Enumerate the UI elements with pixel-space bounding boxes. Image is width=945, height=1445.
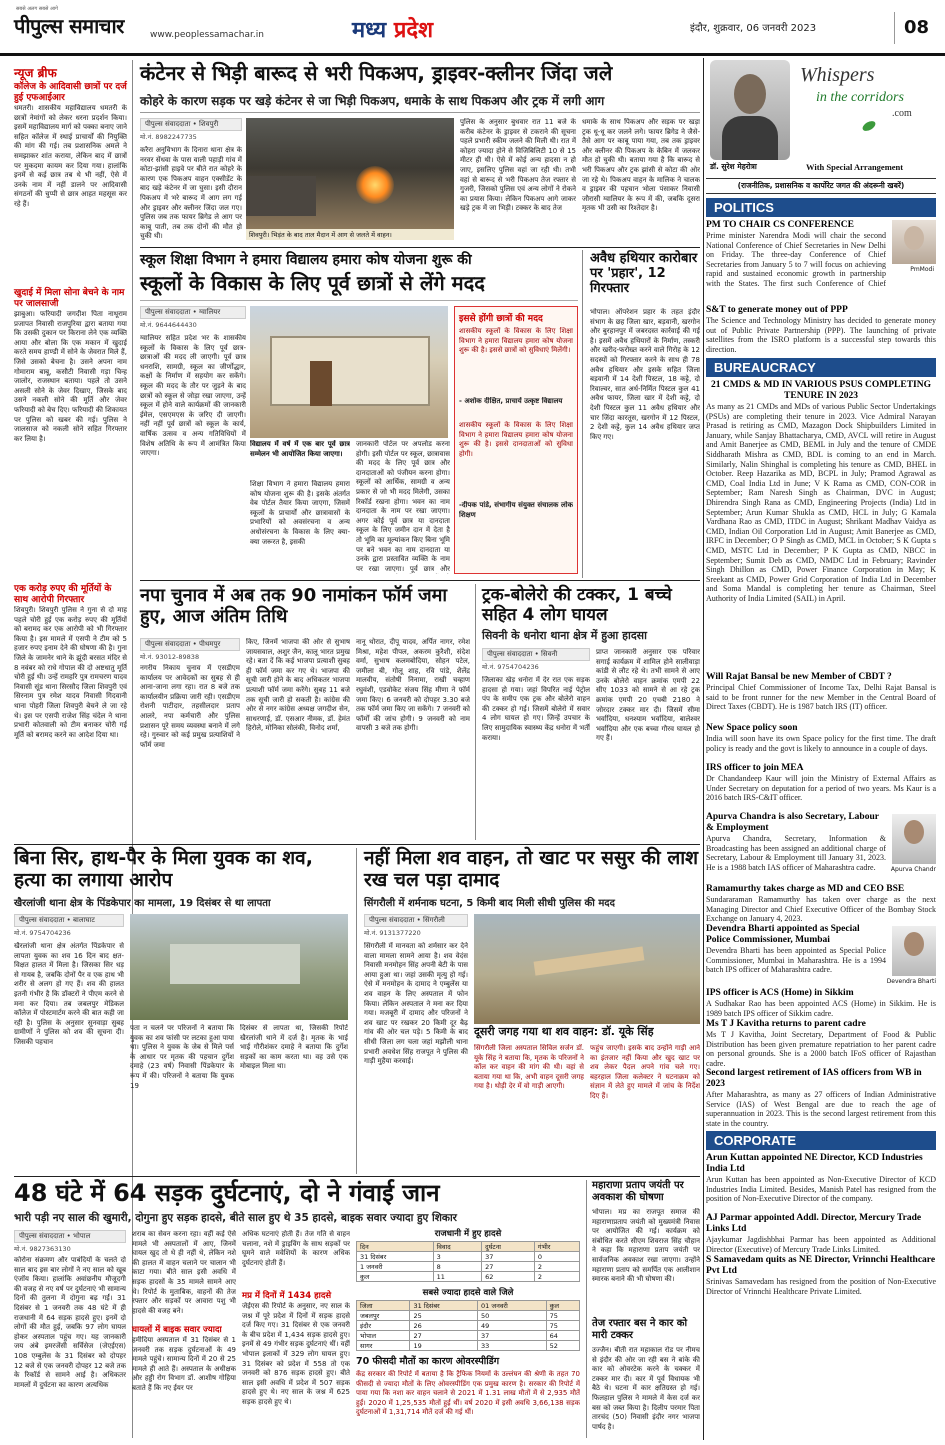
section-title-b: प्रदेश <box>393 18 434 43</box>
table-cell: 2 <box>534 1272 579 1282</box>
newspaper-logo: पीपुल्स समाचार <box>14 14 124 38</box>
story6-byline: पीपुल्स संवाददाता • बालाघाट <box>14 914 124 927</box>
story4-mobile: मो.नं. 93012-89838 <box>140 653 200 661</box>
section-band-bureaucracy: BUREAUCRACY <box>706 358 936 377</box>
bureaucracy-text-9: Ms T J Kavitha, Joint Secretary, Department of Food & Public Distribution has been given premature repatriation to her parent cadre on personal grounds. She is a 2000 batch IFoS officer of Rajasthan cadre. <box>706 1030 936 1068</box>
byline-place: पीथमपुर <box>199 640 221 648</box>
brief-text: झाबुआ। फरियादी जगदीश पिता नाथूराम प्रजापत निवासी राजपुरिया द्वारा बताया गया कि उसकी दुकान पर किराना लेने एक व्यक्ति आया और बोला कि एक मकान में खुदाई करते समय हाण्डी में सोने के जेवरात मिले हैं, जिसे उसको बेचना है। उसने अपना नाम गोमाराम बाबू, कसौटी निवासी गड़ा चिन्ह जालोर, राजस्थान बताया। पहले तो उसने असली सोने के जेवर दिखाए, जिसके बाद उसने नकली सोने की मूर्ति और जेवर फरियादी को बेच दिए। फरियादी की शिकायत पर पुलिस को खबर की गई। पुलिस ने जालसाज को नकली सोने सहित गिरफ्तार कर लिया है। <box>14 310 127 443</box>
story1-text-col3: धमाके के साथ पिकअप और सड़क पर खड़ा ट्रक धू-धू कर जलने लगे। फायर ब्रिगेड ने जैसे-तैसे आग पर काबू पाया गया, तब तक ड्राइवर और क्लीनर की पिकअप के केबिन में जलकर मौत हो चुकी थी। बताया गया है कि बारूद से भरी पिकअप और ट्रक झांसी से कोटा की ओर जा रहे थे। पिकअप वाहन के मालिक ने चालक व ड्राइवर की पहचान भोला पंसाकर निवासी जौरासी ग्वालियर के रूप में की, जबकि दूसरा मृतक भी उसी का रिश्तेदार है। <box>582 118 700 213</box>
special-arrangement: With Special Arrangement <box>806 162 904 172</box>
sidebox-heading: इससे होंगी छात्रों की मदद <box>459 314 543 324</box>
whispers-domain: .com <box>892 108 912 119</box>
byline-place: शिवपुरी <box>199 120 219 128</box>
story8-text-col3b: जेईएस की रिपोर्ट के अनुसार, नए साल के जश्न में पूरे प्रदेश में दिनों में सड़क हादसे दर्ज किए गए। 31 दिसंबर से एक जनवरी के बीच प्रदेश में 1,434 सड़क हादसे हुए। इनमें से 49 गंभीर सड़क दुर्घटनाएं थीं। वहीं भोपाल इलाकों में 329 लोग घायल हुए। 31 दिसंबर को प्रदेश में 558 तो एक जनवरी को 876 सड़क हादसे हुए। बीते साल इसी अवधि में प्रदेश में 507 सड़क हादसे हुए थे। नए साल के जश्न में 625 सड़क हादसे हुए थे। <box>242 1302 350 1406</box>
table-cell: 0 <box>534 1252 579 1262</box>
story7-text-col2: सिंगरौली जिला अस्पताल सिविल सर्जन डॉ. यूके सिंह ने बताया कि, मृतक के परिजनों ने कॉल कर वाहन की मांग की थी। वहां से बताया गया था कि, अभी वाहन दूसरी जगह गया है। थोड़ी देर में वो गाड़ी आएगी। <box>474 1044 584 1091</box>
story6-subheadline: खैरलांजी थाना क्षेत्र के पिंडकेपार का मामला, 19 दिसंबर से था लापता <box>14 898 271 909</box>
story8-text-col1: कोरोना संक्रमण और पाबंदियों के चलते दो साल बाद इस बार लोगों ने नए साल को खूब एंजॉय किया। हालांकि अवांछनीय मौजूदगी की वजह से नए वर्ष पर दुर्घटनाएं भी सामान्य दिनों की तुलना में दोगुना बढ़ गईं। 31 दिसंबर से 1 जनवरी तक 48 घंटे में ही राजधानी में 64 सड़क हादसे हुए। इनमें दो लोगों की मौत हुई, जबकि 97 लोग घायल होकर अस्पताल पहुंच गए। यह जानकारी जय अंबे इमरजेंसी सर्विसेज (जेएईएस) 108 एम्बुलेंस के 31 दिसंबर को दोपहर 12 बजे से एक जनवरी दोपहर 12 बजे तक के रिकॉर्ड से सामने आई है। अधिकतर मामलों में दुर्घटना का कारण अत्यधिक <box>14 1256 126 1389</box>
table-cell: इंदौर <box>357 1321 410 1331</box>
apurva-block <box>706 812 936 882</box>
table-cell: 8 <box>433 1262 482 1272</box>
apurva-caption: Apurva Chandr <box>890 866 936 873</box>
table-row <box>357 1331 580 1341</box>
story8-text-col2b: हमीदिया अस्पताल में 31 दिसंबर से 1 जनवरी तक सड़क दुर्घटनाओं के 49 मामले पहुंचे। सामान्य दिनों में 20 से 25 मामले ही आते हैं। अस्पताल के अधीक्षक और हड्डी रोग विभाग डॉ. आशीष गोहिया बताते हैं कि नए ईयर पर <box>132 1336 236 1392</box>
story3-headline: अवैध हथियार कारोबार पर 'प्रहार', 12 गिरफ्तार <box>590 251 698 296</box>
story4-headline: नपा चुनाव में अब तक 90 नामांकन फॉर्म जमा हुए, आज अंतिम तिथि <box>140 585 448 627</box>
divider <box>140 300 578 301</box>
table-cell: 49 <box>478 1321 547 1331</box>
table-cell: 37 <box>478 1331 547 1341</box>
politics-headline-1: PM TO CHAIR CS CONFERENCE <box>706 220 854 230</box>
column-divider <box>582 250 583 578</box>
pm-face <box>904 226 924 250</box>
sidebox-sign: - अशोक दीक्षित, प्राचार्य उत्कृष्ट विद्यालय <box>459 397 563 405</box>
story10-headline: तेज रफ्तार बस ने कार को मारी टक्कर <box>592 1318 688 1341</box>
byline-place: ग्वालियर <box>199 308 221 316</box>
story8-mobile: मो.नं. 9827363130 <box>14 1245 71 1253</box>
politics-section <box>706 220 936 354</box>
corporate-section <box>706 1153 936 1297</box>
table-header: 31 दिसंबर <box>410 1301 478 1311</box>
section-title-a: मध्य <box>352 18 387 43</box>
corporate-text-2: Ajaykumar Jagdishbhai Parmar has been appointed as Additional Director (Executive) of Mercury Trade Links Limited. <box>706 1235 936 1254</box>
pm-photo <box>892 220 936 264</box>
brief-headline: एक करोड़ रुपए की मूर्तियों के साथ आरोपी गिरफ्तार <box>14 584 112 605</box>
story10-text: उज्जैन। बीती रात महाकाल रोड पर नीमच से इंदौर की ओर जा रही बस ने बांके की कार को ओवरटेक करने के चक्कर में टक्कर मार दी। कार में पूर्व विधायक भी बैठे थे। घटना में कार क्षतिग्रस्त हो गई। फिलहाल पुलिस ने मामले में केस दर्ज कर बस को जब्त किया है। दिलीप परमार पिता तारचंद (50) निवासी इंदौर नगर भाजपा पार्षद है। <box>592 1346 700 1431</box>
table-header-row <box>357 1301 580 1311</box>
section-band-corporate: CORPORATE <box>706 1131 936 1150</box>
story6-text-col2: पता न चलने पर परिजनों ने बताया कि युवक का शव फांसी पर लटका हुआ पाया था। पुलिस ने युवक के जेब से मिले पर्स के आधार पर मृतक की पहचान दुर्गेश दमाहे (23 वर्ष) निवासी पिंडकेपार के रूप में की। परिजनों ने बताया कि युवक 19 <box>130 1024 234 1090</box>
sidebox-text: शासकीय स्कूलों के विकास के लिए शिक्षा विभाग ने हमारा विद्यालय हमारा कोष योजना शुरू की है। इससे दानदाताओं को सुविधा होगी। <box>459 421 573 458</box>
story7-mobile: मो.नं. 9131377220 <box>364 929 421 937</box>
story2-mobile: मो.नं. 9644644430 <box>140 321 197 329</box>
table-cell: 62 <box>482 1272 535 1282</box>
story5-mobile: मो.नं. 9754704236 <box>482 663 539 671</box>
leaf-icon <box>861 119 877 133</box>
bureaucracy-text-10: After Maharashtra, as many as 27 officers of Indian Administrative Service (IAS) of West Bengal are due to reach the age of superannuation in 2023. This is the second largest retirement from this state in the country. <box>706 1090 936 1128</box>
column-divider <box>586 1180 587 1438</box>
story5-subheadline: सिवनी के धनोरा थाना क्षेत्र में हुआ हादसा <box>482 629 647 642</box>
table-cell: 27 <box>410 1331 478 1341</box>
corporate-text-3: Srinivas Samavedam has resigned from the position of Non-Executive Director of Vrinnchi Healthcare Private Limited. <box>706 1277 936 1296</box>
table-cell: 27 <box>482 1262 535 1272</box>
bureaucracy-headline-5: Apurva Chandra is also Secretary, Labour & Employment <box>706 812 879 833</box>
bureaucracy-text-1: As many as 21 CMDs and MDs of various Public Sector Undertakings (PSUs) are completing their tenure in 2023. Vice Admiral Narayan Prasad is retiring as CMD, Mazagon Dock Shipbuilders Limited in January, while Sanjay Bhattacharya, CMD, AVCL will retire in August and Amit Banerjee as CMD, BEML in July and the tenure of CMDE Siddharath Mishra as CMD, BDL is coming to an end in March. Similarly, Nalin Shinghal is completing his tenure as CMD, BHEL in October. Reep Hazarika as MD, BCPL in July; Pramod Agrawal as CMD, Coal India Ltd in June; V K Rama as CMD, CON-COR in September; Ram Naresh Singh as Chairman, DVC in August; Dhirendra Singh Rana as CMD, Engineering Projects (India) Ltd in September; Arun Kumar Shukla as CMD, HCL in July; G Kamala Vardhana Rao as CMD, ITDC in August; Shrikant Madhav Vaidya as CMD, Indian Oil Corporation Ltd in August; Amit Banerjee as CMD, IRFC in December; O P Singh as CMD, MCL in October; S K Gupta s CMD, MSTC Ltd in December; P K Gupta as CMD, NBCC in September; Sumit Deb as CMD, NMDC Ltd in February; Ravinder Singh Dhillon as CMD, Power Finance Corporation in May; K Sreekant as CMD, Power Grid Corporation of India Ltd in December and Soma Mandal is completing her tenure as Chairman, Steel Authority of India Limited (SAIL) in April. <box>706 402 936 603</box>
story3-text: भोपाल। ऑपरेशन प्रहार के तहत इंदौर संभाग के छह जिला खार, बड़वानी, खरगोन और बुरहानपुर में जबरदस्त कार्रवाई की गई है। इसमें अवैध हथियारों के निर्माण, तस्करी और खरीद-फरोख्त करने वाले गिरोह के 12 सदस्यों को गिरफ्तार करने के साथ ही 78 अवैध हथियार और इसके सहित जिला बड़वानी में 14 देशी पिस्टल, 18 कट्टे, दो रिवाल्वर, सात अर्ध-निर्मित पिस्टल कुल 41 अवैध फायर, जिला खार में देशी कट्टे, दो देशी पिस्टल कुल 11 अवैध हथियार और चार जिंदा कारतूस, खरगोन में 12 पिस्टल, 2 देशी कट्टे, कुल 14 अवैध हथियार जप्त किए गए। <box>590 308 700 441</box>
corporate-headline-2: AJ Parmar appointed Addl. Director, Mercury Trade Links Ltd <box>706 1213 922 1234</box>
dateline: इंदौर, शुक्रवार, 06 जनवरी 2023 <box>690 23 817 34</box>
bureaucracy-text-4: Dr Chandandeep Kaur will join the Ministry of External Affairs as Under Secretary on deputation for a period of two years. Ms Kaur is a 2016 batch IRS-C&IT officer. <box>706 774 936 803</box>
story2-text-col3: जानकारी पोर्टल पर अपलोड करना होगी। इसी पोर्टल पर स्कूल, छात्रावास की मदद के लिए पूर्व छात्र और दानदाताओं को पंजीयन करना होगा। स्कूलों को आर्थिक, सामग्री व अन्य प्रकार से जो भी मदद मिलेगी, उसका रिकॉर्ड रखना होगा। भवन का नाम दानदाता के नाम पर रखा जाएगा। अगर कोई पूर्व छात्र या दानदाता स्कूल के लिए जमीन दान में देता है तो भूमि का मूल्यांकन किए बिना भूमि पर बने भवन का नाम दानदाता या उनके द्वारा प्रस्तावित व्यक्ति के नाम पर रखा जाएगा। पूर्व छात्र और <box>356 440 450 573</box>
story1-byline: पीपुल्स संवाददाता • शिवपुरी <box>140 118 242 131</box>
table-row <box>357 1272 580 1282</box>
table-cell: 25 <box>410 1311 478 1321</box>
story1-caption: शिवपुरी। भिड़ंत के बाद ताल मैदान में आग से जलते में वाहन। <box>246 229 454 240</box>
table-cell: कुल <box>357 1272 434 1282</box>
story7-subheadline: सिंगरौली में शर्मनाक घटना, 5 किमी बाद मिली सीधी पुलिस की मदद <box>364 898 615 909</box>
apurva-photo <box>892 814 936 864</box>
table-row <box>357 1252 580 1262</box>
table-cell: जबलपुर <box>357 1311 410 1321</box>
columnist-face <box>734 74 766 114</box>
story2-kicker: स्कूल शिक्षा विभाग ने हमारा विद्यालय हमारा कोष योजना शुरू की <box>140 252 472 268</box>
bureaucracy-headline-2: Will Rajat Bansal be new Member of CBDT ? <box>706 672 892 682</box>
story2-sidebox <box>454 306 578 574</box>
divider <box>140 580 700 581</box>
apurva-face <box>904 820 924 844</box>
table-cell: 1 जनवरी <box>357 1262 434 1272</box>
table-cell: 11 <box>433 1272 482 1282</box>
story5-text-col1: जिलाका खेड़ धनोरा में देर रात एक सड़क हादसा हो गया। जहां विपरित नाई पेट्रोल पंप के समीप एक ट्रक और बोलेरो वाहन की टक्कर हो गई। जिसमें बोलेरो में सवार 4 लोग घायल हो गए। जिन्हें उपचार के लिए सामुदायिक स्वास्थ्य केंद्र धनोरा में भर्ती कराया। <box>482 676 590 742</box>
school-door <box>310 361 332 406</box>
column-divider <box>475 584 476 840</box>
bureaucracy-headline-6: Ramamurthy takes charge as MD and CEO BSE <box>706 884 905 894</box>
story8-subheadline: भारी पड़ी नए साल की खुमारी, दोगुना हुए सड़क हादसे, बीते साल हुए थे 35 हादसे, बाइक सवार ज्यादा हुए शिकार <box>14 1212 457 1224</box>
byline-place: बालाघाट <box>73 916 95 924</box>
bureaucracy-headline-8: IPS officer is ACS (Home) in Sikkim <box>706 988 854 998</box>
sidebox-sign: -दीपक पांडे, संभागीय संयुक्त संचालक लोक शिक्षण <box>459 501 573 519</box>
byline-place: सिंगरौली <box>423 916 445 924</box>
byline-name: पीपुल्स संवाददाता <box>145 120 191 128</box>
brief-text: शिवपुरी। शिवपुरी पुलिस ने गुना से दो माह पहले चोरी हुई एक करोड़ रुपए की मूर्तियों को बरामद कर एक आरोपी को भी गिरफ्तार किया है। इस मामले में एसपी ने टीम को 5 हजार रुपए इनाम देने की घोषणा की है। गुना जिले के जामनेर थाने के झूंदी बरसत मंदिर से 8 नवंबर को राधे गोपाल की दो अष्टधातु मूर्ति चोरी हुई थी। उन्हें रामहरि पुत्र रामचरण यादव निवासी सूंड थाना सिरसौद जिला शिवपुरी एवं सिरनाम पुत्र रमेश यादव निवासी गिदवानी थाना पोहरी जिला शिवपुरी बेचने ले जा रहे थे। इस पर एसपी राजेश सिंह चंदेल ने थाना प्रभारी कोतवाली को टीम बनाकर चोरी गई मूर्ति को बरामद करने का आदेश दिया था। <box>14 606 127 739</box>
table-row <box>357 1321 580 1331</box>
table-header: कुल <box>546 1301 579 1311</box>
bureaucracy-headline-3: New Space policy soon <box>706 723 798 733</box>
table-cell: 26 <box>410 1321 478 1331</box>
bureaucracy-headline-10: Second largest retirement of IAS officers from WB in 2023 <box>706 1068 922 1089</box>
corporate-headline-3: S Samavedam quits as NE Director, Vrinnchi Healthcare Pvt Ltd <box>706 1255 936 1276</box>
table-header: गंभीर <box>534 1242 579 1252</box>
masthead <box>0 0 945 56</box>
byline-name: पीपुल्स संवाददाता <box>369 916 415 924</box>
table-row <box>357 1262 580 1272</box>
byline-place: भोपाल <box>73 1232 91 1240</box>
vehicle-wreck <box>246 176 316 216</box>
story6-text-col1: खैरलांजी थाना क्षेत्र अंतर्गत पिंडकेपार से लापता युवक का शव 16 दिन बाद क्षत-विक्षत हालत में मिला है। जिसका सिर धड़ से गायब है, जबकि दोनों पैर व एक हाथ भी शरीर से अलग हो गए हैं। शव की हालत इतनी गंभीर है कि डॉक्टरों ने पीएम करने से मना कर दिया। तब जबलपुर मेडिकल कॉलेज में पोस्टमार्टम करने की बात कही जा रही है। पुलिस के अनुसार सुनवाड़ा सुबह ग्रामीणों ने पुलिस को शव की सूचना दी। जिसकी पहचान <box>14 942 124 1046</box>
devendra-face <box>904 932 924 956</box>
byline-name: पीपुल्स संवाददाता <box>145 308 191 316</box>
divider <box>140 844 700 845</box>
story8-headline: 48 घंटे में 64 सड़क दुर्घटनाएं, दो ने गंवाई जान <box>14 1179 440 1207</box>
table-header-row <box>357 1242 580 1252</box>
table-header: दुर्घटना <box>482 1242 535 1252</box>
pm-caption: PmModi <box>910 266 934 273</box>
story8-text-col3: अधिक घटनाएं होती हैं। तेज गति से वाहन चलाना, नशे में ड्राइविंग के साथ सड़कों पर घूमने वाले मवेशियों के कारण अधिक दुर्घटनाएं होती हैं। <box>242 1230 350 1267</box>
bureaucracy-text-5: Apurva Chandra, Secretary, Information & Broadcasting has been assigned an additional charge of Secretary, Labour & Employment till January 31, 2023. He is a 1988 batch IAS officer of Maharashtra cadre. <box>706 834 886 872</box>
story6-headline: बिना सिर, हाथ-पैर के मिला युवक का शव, हत्या का लगाया आरोप <box>14 847 313 891</box>
columnist-name: डॉ. सुरेश मेहरोत्रा <box>710 162 757 171</box>
story4-text-col2: किए, जिनमें भाजपा की ओर से सुभाष जायसवाल, अशुर जैन, कालू भारत प्रमुख रहे। बता दें कि कई भाजपा प्रत्याशी सुबह ही फॉर्म जमा कर गए थे। भाजपा की सूची जारी होने के बाद अधिकतर भाजपा प्रत्याशी फॉर्म जमा करेंगे। सुबह 11 बजे तक सूची जारी हो सकती है। कांग्रेस की ओर से नगर कांग्रेस अध्यक्ष जगदीश सेन, साधरणाई, डॉ. एसआर नीमक, डॉ. हेमंत हिरोले, मोनिका सोलंकी, विनोद शर्मा, <box>246 638 350 733</box>
story5-byline: पीपुल्स संवाददाता • सिवनी <box>482 648 590 661</box>
school-building <box>270 336 430 406</box>
bureaucracy-headline-4: IRS officer to join MEA <box>706 763 804 773</box>
leaf-decoration <box>802 120 922 140</box>
table-cell: 50 <box>478 1311 547 1321</box>
story7-byline: पीपुल्स संवाददाता • सिंगरौली <box>364 914 468 927</box>
page-number: 08 <box>894 12 938 44</box>
byline-name: पीपुल्स संवाददाता <box>145 640 191 648</box>
sidebox-text: शासकीय स्कूलों के विकास के लिए शिक्षा विभाग ने हमारा विद्यालय हमारा कोष योजना शुरू की है। इससे छात्रों को सुविधाएं मिलेंगी। <box>459 327 573 355</box>
bureaucracy-text-7: Devendra Bharti has been appointed as Special Police Commissioner, Mumbai in Maharashtra. He is a 1994 batch IPS officer of Maharashtra cadre. <box>706 946 886 975</box>
bureaucracy-text-2: Principal Chief Commissioner of Income Tax, Delhi Rajat Bansal is said to be front runner for the new Member in the Central Board of Direct Taxes (CBDT). He is 1987 batch IRS (IT) officer. <box>706 683 936 712</box>
story4-text-col3: नानू थोरात, दीपू यादव, अर्पित नागर, रमेश मिश्रा, महेश पीपल, अकरम कुरैशी, संदेश वर्मा, सुभाष कलमबोदिया, सोहन पटेल, जमीला बी, गोलू शाह, रवि पांडे, शैलेंद्र मालवीय, संतोषी निनामा, राखी चव्हाण रघुवंशी, एडवोकेट संजय सिंह मीणा ने फॉर्म जमा किए। 6 जनवरी को दोपहर 3.30 बजे तक फॉर्म जमा किए जा सकेंगे। 7 जनवरी को फॉर्मों की जांच होगी। 9 जनवरी को नाम वापसी 3 बजे तक होगी। <box>356 638 470 733</box>
stat-heading: 70 फीसदी मौतों का कारण ओवरस्पीडिंग <box>356 1356 500 1367</box>
story7-headline: नहीं मिला शव वाहन, तो खाट पर ससुर की लाश रख चल पड़ा दामाद <box>364 847 699 891</box>
table-cell: 31 दिसंबर <box>357 1252 434 1262</box>
divider <box>14 1176 700 1177</box>
brief-headline: खुदाई में मिला सोना बेचने के नाम पर जालसाजी <box>14 288 125 309</box>
cot-with-body <box>534 946 645 975</box>
logo-tagline: सबसे अलग सबसे आगे <box>16 6 58 12</box>
byline-name: पीपुल्स संवाददाता <box>19 916 65 924</box>
story2-byline: पीपुल्स संवाददाता • ग्वालियर <box>140 306 246 319</box>
story6-mobile: मो.नं. 9754704236 <box>14 929 71 937</box>
table-cell: 2 <box>534 1262 579 1272</box>
fire-glow <box>356 166 394 204</box>
table-header: विवाद <box>433 1242 482 1252</box>
divider <box>14 844 140 845</box>
bureaucracy-text-6: Sundararaman Ramamurthy has taken over charge as the next Managing Director and Chief Executive Officer of the Bombay Stock Exchange on January 4, 2023. <box>706 895 936 924</box>
whispers-title: Whispers <box>800 64 875 86</box>
table-cell: 75 <box>546 1321 579 1331</box>
story2-photo <box>250 306 448 438</box>
bureaucracy-headline-9: Ms T J Kavitha returns to parent cadre <box>706 1019 866 1029</box>
story4-byline: पीपुल्स संवाददाता • पीथमपुर <box>140 638 240 651</box>
table2-title: सबसे ज्यादा हादसे वाले जिले <box>422 1288 514 1298</box>
story6-text-col3: दिसंबर से लापता था, जिसकी रिपोर्ट खैरलांजी थाने में दर्ज है। मृतक के भाई भाई गौरीशंकर दमाहे ने बताया कि दुर्गेश सड़कों का काम करता था। वह उसे एक मोबाइल मिला था। <box>240 1024 348 1071</box>
bureaucracy-text-3: India will soon have its own Space policy for the first time. The draft policy is ready and the govt is likely to announce in a couple of days. <box>706 734 936 753</box>
story4-text-col1: नगरीय निकाय चुनाव में एसडीएम कार्यालय पर आवेदकों का सुबह से ही आना-जाना लगा रहा। रात 8 बजे तक कार्यालयीन प्रक्रिया जारी रही। एसडीएम रोशनी पाटीदार, तहसीलदार प्रताप आलरे, नपा कर्मचारी और पुलिस प्रशासन पूरे समय व्यवस्था बनाने में लगे रहे। गुरुवार को कई प्रमुख प्रत्याशियों ने फॉर्म जमा <box>140 664 240 749</box>
politics-text-1: Prime minister Narendra Modi will chair the second National Conference of Chief Secretaries in New Delhi on Friday. The three-day Conference of Chief Secretaries from January 5 to 7 will focus on achieving rapid and sustained economic growth in partnership with the States. The first such Conference of Chief <box>706 231 886 288</box>
story8-text-col2: शराब का सेवन करना रहा। वहीं कई ऐसे मामले भी अस्पतालों में आए, जिनमें घायल खुद तो थे ही नहीं थे, लेकिन नशे की हालत में वाहन चलाने पर चालान भी काटा गया। बीते साल इसी अवधि में सड़क हादसों के 35 मामले सामने आए थे। रिपोर्ट के मुताबिक, वाहनों की तेज रफ्तार और सड़कों पर आवारा पशु भी हादसे की वजह बने। <box>132 1230 236 1315</box>
crowd-area <box>170 944 300 984</box>
corporate-headline-1: Arun Kuttan appointed NE Director, KCD Industries India Ltd <box>706 1153 923 1174</box>
story1-text-col1: करैरा अनुविभाग के दिनारा थाना क्षेत्र के नरवर सेंधवा के पास वाली पहाड़ी गांव में कोटा-झांसी हाइवे पर बीते रात कोहरे के कारण एक पिकअप वाहन एक्सीडेंट के बाद खड़े कंटेनर में जा घुसा। इसी दौरान पिकअप में भरे बारूद में आग लग गई और ड्राइवर और क्लीनर जिंदा जल गए। पुलिस जब तक फायर ब्रिगेड ले आग पर काबू पाती, तब तक दोनों की मौत हो चुकी थी। <box>140 146 242 241</box>
section-title <box>352 14 433 44</box>
story7-photo <box>474 914 700 1024</box>
table-row <box>357 1341 580 1351</box>
story2-caption: विद्यालय में वर्ष में एक बार पूर्व छात्र सम्मेलन भी आयोजित किया जाएगा। <box>250 440 350 458</box>
table-cell: सागर <box>357 1341 410 1351</box>
column-banner: (राजनीतिक, प्रशासनिक व कार्पोरेट जगत की अंदरूनी खबरें) <box>706 178 936 194</box>
story2-text-col2: शिक्षा विभाग ने हमारा विद्यालय हमारा कोष योजना शुरू की है। इसके अंतर्गत वेब पोर्टल तैयार किया जाएगा, जिसमें स्कूलों के प्राचार्यों और छात्रावासों के प्रभारियों को अवसंरचना व अन्य अधोसंरचना के विकास के लिए क्या-क्या जरूरत है, इसकी <box>250 480 350 546</box>
columnist-shoulders <box>722 116 778 160</box>
story9-headline: महाराणा प्रताप जयंती पर अवकाश की घोषणा <box>592 1180 684 1203</box>
table-cell: भोपाल <box>357 1331 410 1341</box>
table-cell: 52 <box>546 1341 579 1351</box>
table1-title: राजधानी में हुए हादसे <box>434 1229 502 1239</box>
table1 <box>356 1241 580 1282</box>
table-cell: 19 <box>410 1341 478 1351</box>
table-header: 01 जनवरी <box>478 1301 547 1311</box>
story9-text: भोपाल। मप्र का राजपूत समाज की महाराणाप्रताप जयंती को मुख्यमंत्री निवास पर आयोजित की गई। कार्यक्रम को संबोधित करते सीएम शिवराज सिंह चौहान ने कहा कि महाराणा प्रताप जयंती पर सार्वजनिक अवकाश रखा जाएगा। उन्होंने महाराणा प्रताप को समर्पित एक आलीशान स्मारक बनाने की भी घोषणा की। <box>592 1208 700 1284</box>
story5-headline: ट्रक-बोलेरो की टक्कर, 1 बच्चे सहित 4 लोग घायल <box>482 585 672 625</box>
story1-text-col2: पुलिस के अनुसार बुधवार रात 11 बजे के करीब कंटेनर के ड्राइवर से टकराने की सूचना पहले प्रभारी स्कीम जलने की मिली थी। रात में कोहरा ज्यादा होने से विजिबिलिटी 10 से 15 मीटर ही थी। ऐसे में कोई अन्य हादसा न हो जाए, इसलिए पुलिस वहां जा रही थी। तभी वहां से बारूद से भरी पिकअप तेज रफ्तार से गुजरी, जिसको पुलिस एवं अन्य लोगों ने रोकने का प्रयास किया। लेकिन पिकअप आगे जाकर खड़े ट्रक में जा भिड़ी। टक्कर के बाद तेज <box>460 118 576 213</box>
story2-text-col1: ग्वालियर सहित प्रदेश भर के शासकीय स्कूलों के विकास के लिए पूर्व छात्र-छात्राओं की मदद ली जाएगी। पूर्व छात्र धनराशि, सामग्री, स्कूल का जीर्णोद्धार, कक्षों के निर्माण में सहयोग कर सकेंगे। स्कूल की मदद के तौर पर जुड़ने के बाद छात्रों को स्कूल से जोड़ा रखा जाएगा, उन्हें स्कूल में होने वाले कार्यक्रमों की जानकारी ईमेल, एसएमएस के जरिए दी जाएगी। नहीं नहीं पूर्व छात्रों को स्कूल के कार्य, वार्षिक उत्सव व अन्य गतिविधियों में विशेष अतिथि के रूप में आमंत्रित किया जाएगा। <box>140 334 246 458</box>
whispers-column <box>706 58 936 1440</box>
table-header: जिला <box>357 1301 410 1311</box>
devendra-photo <box>892 926 936 976</box>
columnist-photo <box>710 60 790 160</box>
brief-text: धमतरी। शासकीय महाविद्यालय धमतरी के छात्रों नेमांगों को लेकर धरना प्रदर्शन किया। इसमें महाविद्यालय मार्ग को पक्का बनाए जाने सहित कॉलेज में स्थाई प्राचार्यों की नियुक्ति की मांग की गई। तब प्रशासनिक अमले ने समझाकर शांत कराया, लेकिन बाद में छात्रों पर मुकदमा कायम कर दिया गया। हालांकि इनमें से कई छात्र तब थे भी नहीं, ऐसे में उनके नाम में नहीं डालने पर आदिवासी संगठनों की चुप्पी से छात्र आहत महसूस कर रहे हैं। <box>14 104 127 208</box>
divider <box>140 247 700 248</box>
politics-headline-2: S&T to generate money out of PPP <box>706 305 848 315</box>
byline-name: पीपुल्स संवाददाता <box>487 650 533 658</box>
story7-text-col1: सिंगरौली में मानवता को शर्मसार कर देने वाला मामला सामने आया है। शव वेदंस निवासी मनमोहन सिंह अपनी बेटी के पास आया हुआ था। जहां उसकी मृत्यु हो गई। ऐसे में मनमोहन के दामाद ने एम्बुलेंस या शव वाहन के लिए अस्पताल में फोन किया। लेकिन अस्पताल ने मना कर दिया गया। मजबूरी में दामाद और परिजनों ने शव खाट पर रखकर 20 किमी दूर बैढ़ गांव की ओर चल पड़े। 5 किमी के बाद सीधी जिला लग चला जहां मझौली थाना प्रभारी अवधेश सिंह राजपूत ने पुलिस की गाड़ी मुहैया करवाई। <box>364 942 468 1066</box>
story7-quote: दूसरी जगह गया था शव वाहन: डॉ. यूके सिंह <box>474 1025 654 1038</box>
section-band-politics: POLITICS <box>706 198 936 217</box>
table-row <box>357 1311 580 1321</box>
story7-text-col3: फहुंच जाएगी। इसके बाद उन्होंने गाड़ी आने का इंतजार नहीं किया और खुद खाट पर शव लेकर पैदल अपने गांव चले गए। बहरहाल जिला कलेक्टर ने घटनाक्रम को संज्ञान में लेते हुए मामले में जांच के निर्देश दिए हैं। <box>590 1044 700 1100</box>
table-header: दिन <box>357 1242 434 1252</box>
bureaucracy-section <box>706 380 936 1128</box>
whispers-header <box>706 58 936 178</box>
story8-byline: पीपुल्स संवाददाता • भोपाल <box>14 1230 126 1243</box>
devendra-caption: Devendra Bharti <box>886 978 936 985</box>
table-cell: 33 <box>478 1341 547 1351</box>
story1-headline: कंटेनर से भिड़ी बारूद से भरी पिकअप, ड्राइवर-क्लीनर जिंदा जले <box>140 61 613 85</box>
table-cell: 64 <box>546 1331 579 1341</box>
corporate-text-1: Arun Kuttan has been appointed as Non-Executive Director of KCD Industries India Limited. Besides, Manish Patel has resigned from the position of Non-Executive Director of the company. <box>706 1175 936 1204</box>
story1-subheadline: कोहरे के कारण सड़क पर खड़े कंटेनर से जा भिड़ी पिकअप, धमाके के साथ पिकअप और ट्रक में लगी आग <box>140 94 605 108</box>
story8-col3-subhead: मप्र में दिनों में 1434 हादसे <box>242 1291 332 1301</box>
column-divider <box>703 58 704 1440</box>
table2 <box>356 1300 580 1351</box>
whispers-subtitle: in the corridors <box>816 90 904 105</box>
accident-tables <box>356 1228 580 1426</box>
table-cell: 37 <box>482 1252 535 1262</box>
column-divider <box>356 848 357 1174</box>
bureaucracy-text-8: A Sudhakar Rao has been appointed ACS (Home) in Sikkim. He is 1989 batch IPS officer of Sikkim cadre. <box>706 999 936 1018</box>
table-cell: 3 <box>433 1252 482 1262</box>
byline-name: पीपुल्स संवाददाता <box>19 1232 65 1240</box>
politics-text-2: The Science and Technology Ministry has decided to generate money out of Public Private Partnership (PPP). The launching of private satellites from the ISRO platform is a successful step towards this direction. <box>706 316 936 354</box>
devendra-block <box>706 924 936 986</box>
byline-place: सिवनी <box>541 650 558 658</box>
story2-text-col3-part <box>356 440 450 574</box>
story1-mobile: मो.नं. 8982247735 <box>140 133 197 141</box>
bureaucracy-headline-1: 21 CMDS & MD IN VARIOUS PSUS COMPLETING TENURE IN 2023 <box>710 380 932 401</box>
website-url[interactable]: www.peoplessamachar.in <box>150 30 264 40</box>
bureaucracy-headline-7: Devendra Bharti appointed as Special Police Commissioner, Mumbai <box>706 924 860 945</box>
table-cell: 75 <box>546 1311 579 1321</box>
story2-headline: स्कूलों के विकास के लिए पूर्व छात्रों से लेंगे मदद <box>140 271 485 295</box>
stat-text: केंद्र सरकार की रिपोर्ट में बताया है कि ट्रैफिक नियमों के उल्लंघन की श्रेणी के तहत 70 फीसदी से ज्यादा मौतों के लिए ओवरस्पीडिंग एक प्रमुख कारण है। सरकार की रिपोर्ट में पाया गया कि नशा कर वाहन चलाने से 2021 में 1.31 लाख मौतों में से 2,935 मौतें हुईं। 2020 में 1,25,535 मौतों हुई थीं। वर्ष 2020 में इसी अवधि 3,66,138 सड़क दुर्घटनाओं में 1,31,714 मौतें दर्ज की गई थीं। <box>356 1369 580 1417</box>
brief-headline: कॉलेज के आदिवासी छात्रों पर दर्ज हुई एफआईआर <box>14 82 127 103</box>
divider <box>140 112 700 113</box>
news-brief-tag: न्यूज ब्रीफ <box>14 66 57 80</box>
story1-photo <box>246 118 454 230</box>
story5-text-col2: प्राप्त जानकारी अनुसार एक परिवार सगाई कार्यक्रम में शामिल होने सालीवाड़ा कांडी से लौट रहे थे। तभी सामने से आए उनके बोलेरो वाहन क्रमांक एमपी 22 सीए 1033 को सामने से आ रहे ट्रक क्रमांक एमपी 20 एचबी 2180 ने जोरदार टक्कर मार दी। जिसमें सीमा भर्वादिया, धनश्याम भर्वादिया, बालेश्वर भर्वादिया और एक बच्चा गौरव घायल हो गए हैं। <box>596 648 700 743</box>
story8-col2-subhead: घायलों में बाइक सवार ज्यादा <box>132 1325 222 1335</box>
story6-photo <box>130 914 348 1020</box>
